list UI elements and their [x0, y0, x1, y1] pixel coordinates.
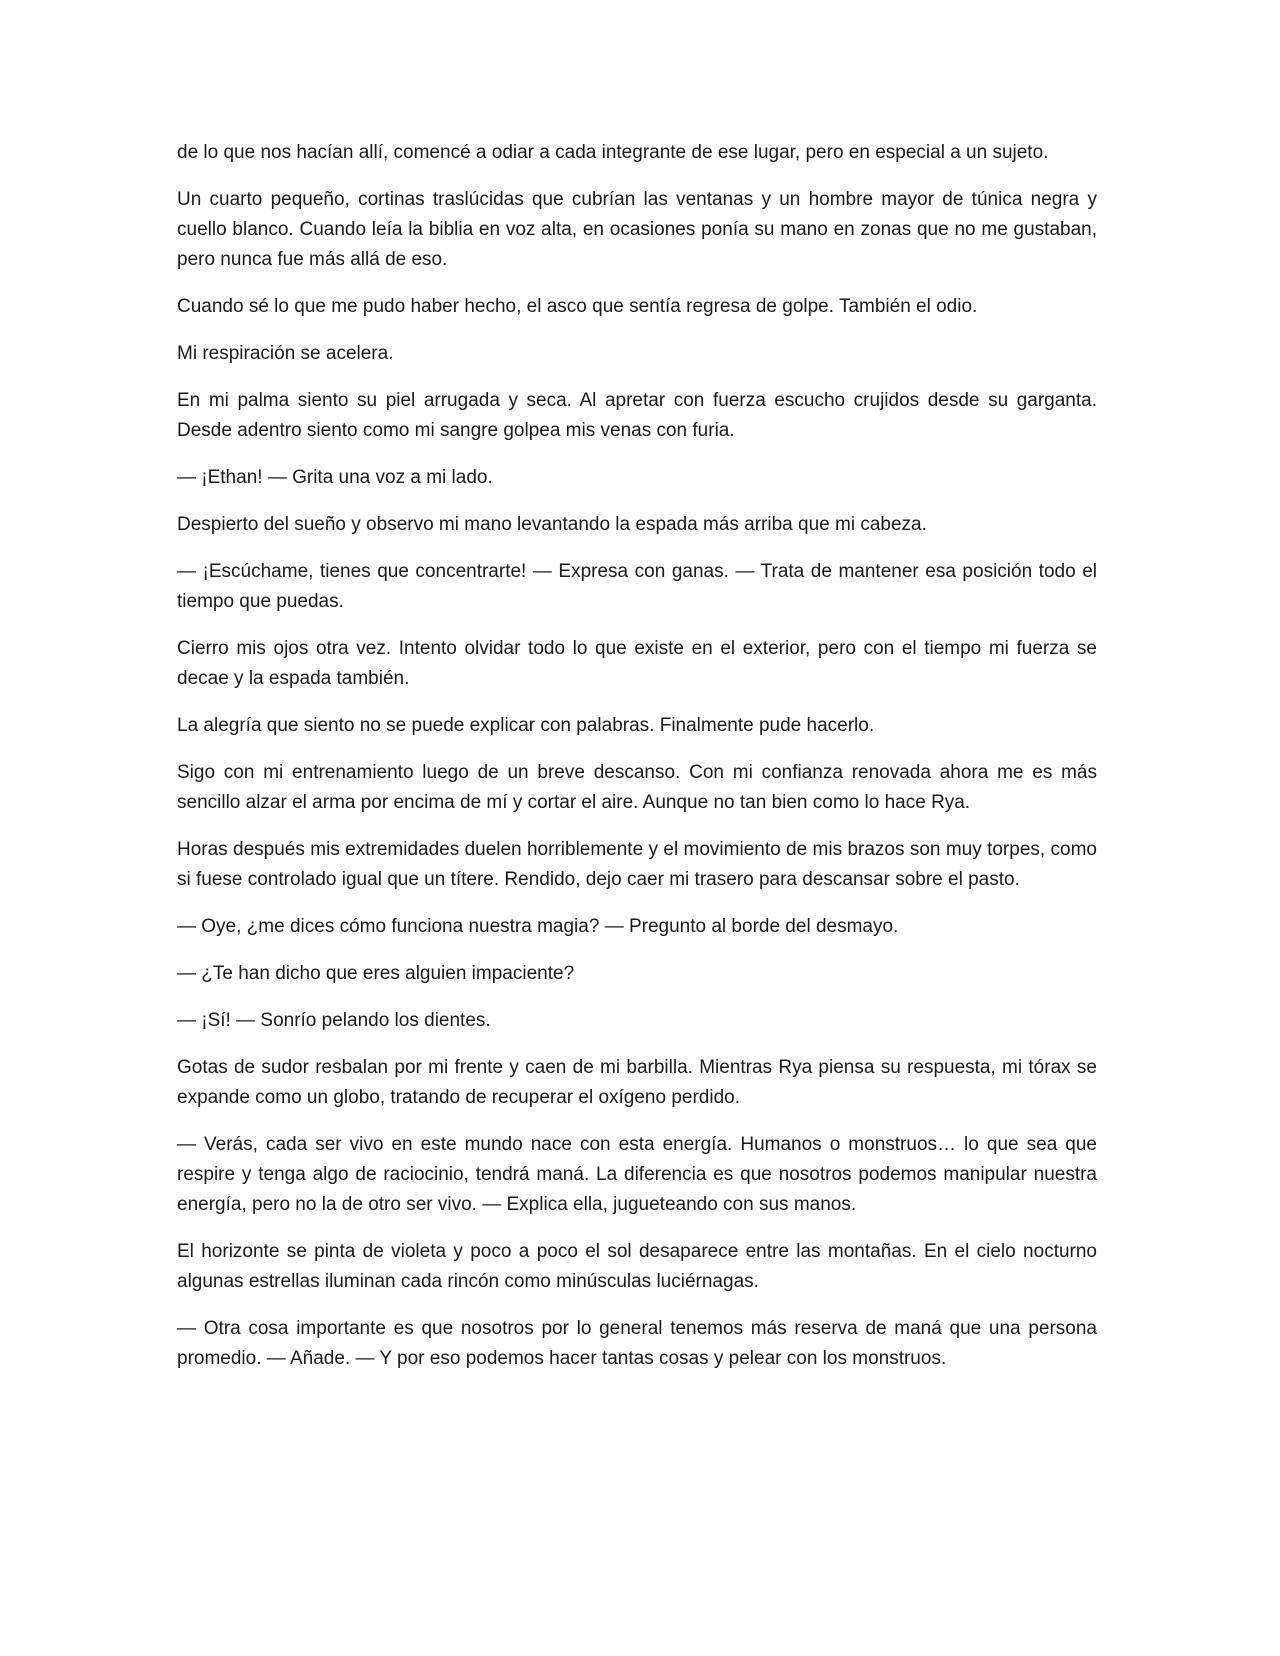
paragraph: — Verás, cada ser vivo en este mundo nace con esta energía. Humanos o monstruos… lo que sea que respire y tenga algo de raciocinio, tendrá maná. La diferencia es que nosotros podemos manipular nuestra energía, pero no la de otro ser vivo. — Explica ella, jugueteando con sus manos.	[177, 1134, 1097, 1215]
paragraph: Horas después mis extremidades duelen horriblemente y el movimiento de mis brazos son muy torpes, como si fuese controlado igual que un títere. Rendido, dejo caer mi trasero para descansar sobre el pasto.	[177, 839, 1097, 890]
document-page	[177, 138, 1097, 1391]
paragraph: de lo que nos hacían allí, comencé a odiar a cada integrante de ese lugar, pero en especial a un sujeto.	[177, 142, 1049, 163]
paragraph: — Oye, ¿me dices cómo funciona nuestra magia? — Pregunto al borde del desmayo.	[177, 916, 899, 937]
paragraph: — ¿Te han dicho que eres alguien impaciente?	[177, 963, 575, 984]
paragraph: Cierro mis ojos otra vez. Intento olvidar todo lo que existe en el exterior, pero con el tiempo mi fuerza se decae y la espada también.	[177, 638, 1097, 689]
paragraph: Gotas de sudor resbalan por mi frente y caen de mi barbilla. Mientras Rya piensa su respuesta, mi tórax se expande como un globo, tratando de recuperar el oxígeno perdido.	[177, 1057, 1097, 1108]
paragraph: Mi respiración se acelera.	[177, 343, 394, 364]
paragraph: En mi palma siento su piel arrugada y seca. Al apretar con fuerza escucho crujidos desde su garganta. Desde adentro siento como mi sangre golpea mis venas con furia.	[177, 390, 1097, 441]
paragraph: — ¡Sí! — Sonrío pelando los dientes.	[177, 1010, 491, 1031]
paragraph: Cuando sé lo que me pudo haber hecho, el asco que sentía regresa de golpe. También el odio.	[177, 296, 978, 317]
paragraph: Un cuarto pequeño, cortinas traslúcidas que cubrían las ventanas y un hombre mayor de túnica negra y cuello blanco. Cuando leía la biblia en voz alta, en ocasiones ponía su mano en zonas que no me gustaban, pero nunca fue más allá de eso.	[177, 189, 1097, 270]
paragraph: La alegría que siento no se puede explicar con palabras. Finalmente pude hacerlo.	[177, 715, 875, 736]
paragraph: — Otra cosa importante es que nosotros por lo general tenemos más reserva de maná que una persona promedio. — Añade. — Y por eso podemos hacer tantas cosas y pelear con los monstruos.	[177, 1318, 1097, 1369]
paragraph: Despierto del sueño y observo mi mano levantando la espada más arriba que mi cabeza.	[177, 514, 927, 535]
paragraph: — ¡Ethan! — Grita una voz a mi lado.	[177, 467, 493, 488]
paragraph: El horizonte se pinta de violeta y poco a poco el sol desaparece entre las montañas. En el cielo nocturno algunas estrellas iluminan cada rincón como minúsculas luciérnagas.	[177, 1241, 1097, 1292]
paragraph: — ¡Escúchame, tienes que concentrarte! — Expresa con ganas. — Trata de mantener esa posición todo el tiempo que puedas.	[177, 561, 1097, 612]
paragraph: Sigo con mi entrenamiento luego de un breve descanso. Con mi confianza renovada ahora me es más sencillo alzar el arma por encima de mí y cortar el aire. Aunque no tan bien como lo hace Rya.	[177, 762, 1097, 813]
